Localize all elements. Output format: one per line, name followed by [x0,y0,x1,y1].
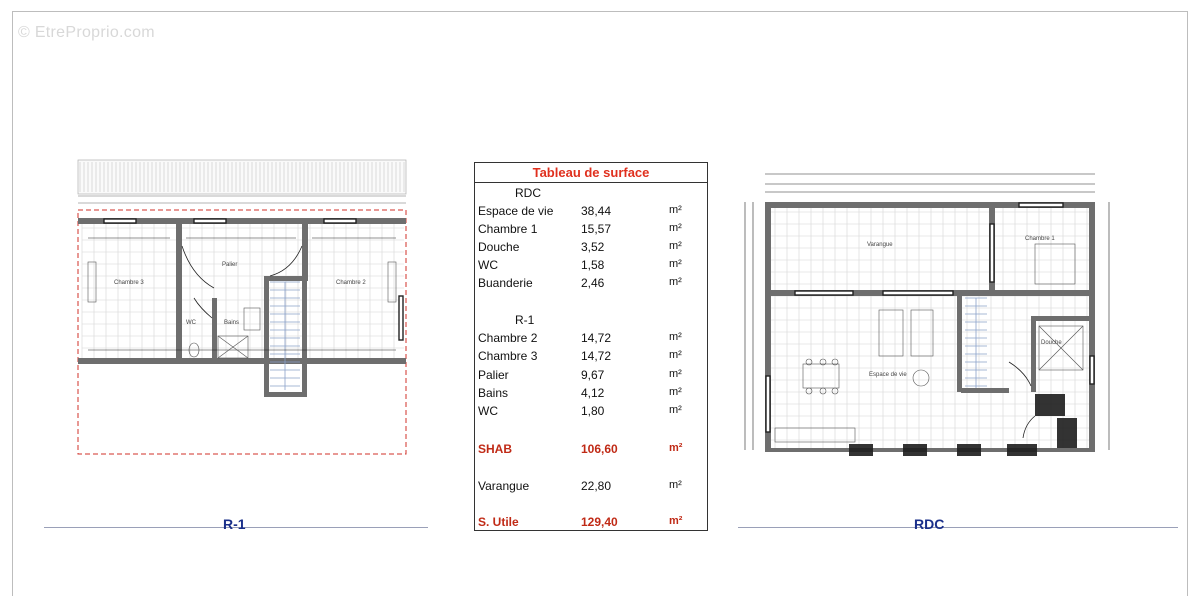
table-row: WC 1,58 m² [478,258,682,272]
table-row: WC 1,80 m² [478,404,682,418]
table-row: Chambre 1 15,57 m² [478,222,682,236]
r1-floor-plan [74,158,410,458]
frame-left-border [12,11,13,596]
table-row-utile: S. Utile 129,40 m² [478,515,683,529]
rdc-plan-title: RDC [914,516,945,532]
section-header-r1: R-1 [515,313,535,327]
r1-roof-band [78,160,406,194]
r1-label-palier: Palier [222,262,238,268]
table-row: Chambre 2 14,72 m² [478,331,682,345]
table-row: Bains 4,12 m² [478,386,682,400]
table-title: Tableau de surface [475,163,707,183]
table-row: Palier 9,67 m² [478,368,682,382]
table-row-shab: SHAB 106,60 m² [478,442,683,456]
r1-label-bains: Bains [224,320,240,326]
frame-top-border [12,11,1188,12]
table-row-varangue: Varangue 22,80 m² [478,479,682,493]
r1-boundary [78,210,406,454]
watermark: © EtreProprio.com [18,24,155,41]
table-row: Chambre 3 14,72 m² [478,349,682,363]
r1-plan-title: R-1 [223,516,246,532]
rdc-title-rule [738,527,1178,528]
r1-label-wc: WC [186,320,196,326]
table-row: Douche 3,52 m² [478,240,682,254]
rdc-label-douche: Douche [1041,340,1062,346]
rdc-label-varangue: Varangue [867,242,893,248]
table-row: Espace de vie 38,44 m² [478,204,682,218]
rdc-floor-plan [735,166,1135,466]
r1-label-chambre2: Chambre 2 [336,280,366,286]
surface-table [474,162,708,531]
frame-right-border [1187,11,1188,596]
section-header-rdc: RDC [515,186,541,200]
r1-label-chambre3: Chambre 3 [114,280,144,286]
r1-walls [78,218,406,397]
rdc-label-espace-de-vie: Espace de vie [869,372,907,378]
table-row: Buanderie 2,46 m² [478,276,682,290]
rdc-label-chambre1: Chambre 1 [1025,236,1055,242]
